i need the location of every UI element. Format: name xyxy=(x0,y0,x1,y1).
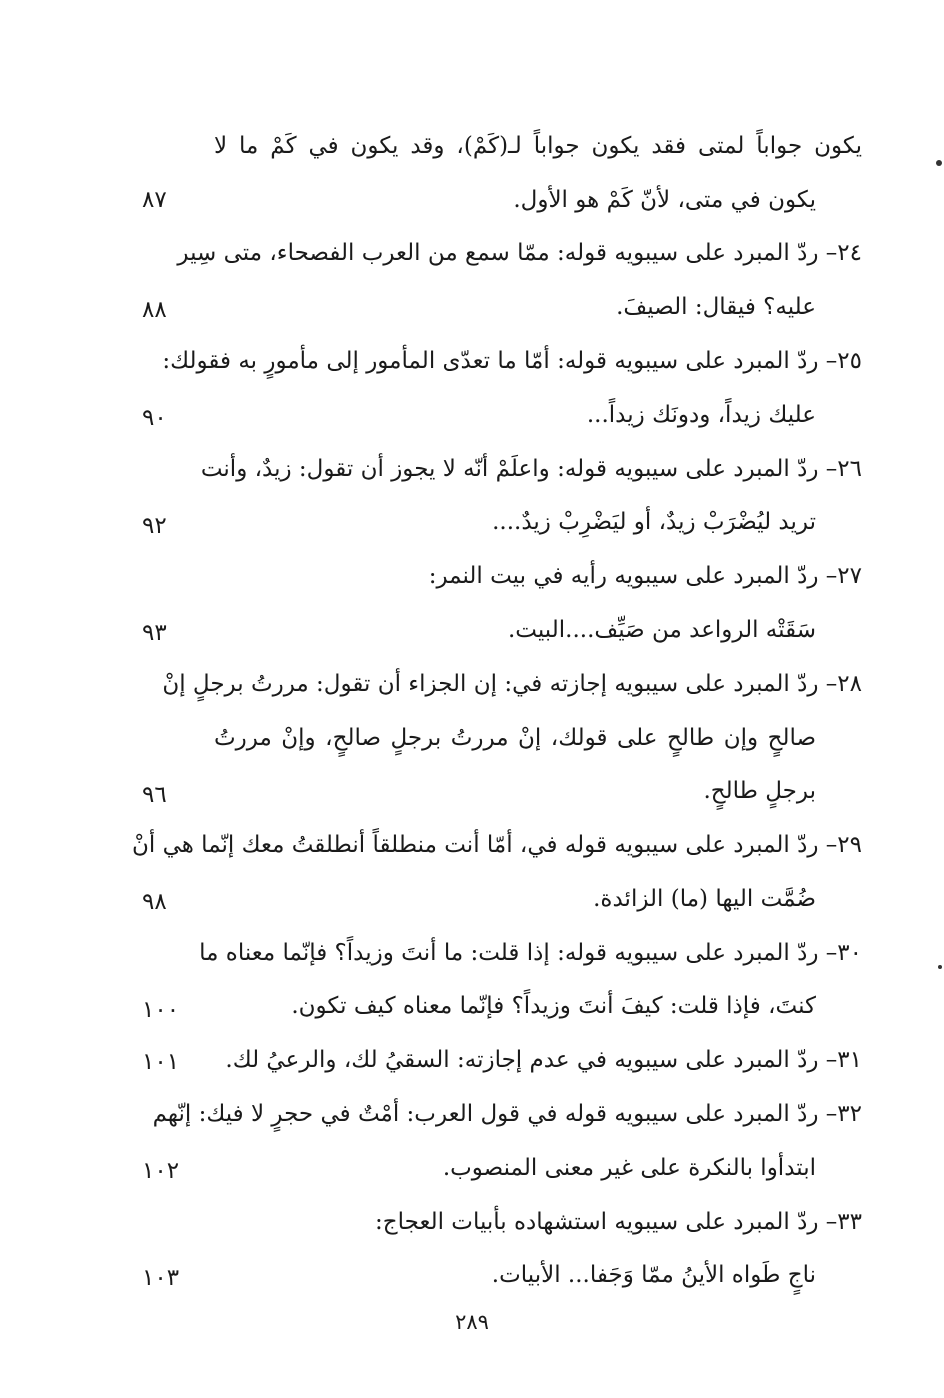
page-reference: ٩٢ xyxy=(142,513,167,539)
text-line: تريد ليُضْرَبْ زيدٌ، أو ليَضْرِبْ زيدٌ.... xyxy=(492,509,816,535)
page-reference: ٩٦ xyxy=(142,782,167,808)
scan-mark xyxy=(938,965,942,969)
text-line: كنتَ، فإذا قلت: كيفَ أنتَ وزيداً؟ فإنّما معناه كيف تكون. xyxy=(291,993,816,1019)
text-line: عليك زيداً، ودونَك زيداً... xyxy=(586,402,816,428)
text-line: ٣٢– ردّ المبرد على سيبويه قوله في قول العرب: أمْتٌ في حجرٍ لا فيك: إنّهم xyxy=(152,1101,862,1127)
page-reference: ١٠٢ xyxy=(142,1158,180,1184)
text-line: ٢٩– ردّ المبرد على سيبويه قوله في، أمّا أنت منطلقاً أنطلقتُ معك إنّما هي أنْ xyxy=(131,832,862,858)
text-line: يكون جواباً لمتى فقد يكون جواباً لـ(كَمْ)، وقد يكون في كَمْ ما لا xyxy=(214,133,862,159)
text-line: ٢٥– ردّ المبرد على سيبويه قوله: أمّا ما تعدّى المأمور إلى مأمورٍ به فقولك: xyxy=(162,348,862,374)
text-line: ضُمَّت اليها (ما) الزائدة. xyxy=(593,886,816,912)
text-line: ٣٠– ردّ المبرد على سيبويه قوله: إذا قلت: ما أنتَ وزيداً؟ فإنّما معناه ما xyxy=(199,940,862,966)
text-line: صالحٍ وإن طالحٍ على قولك، إنْ مررتُ برجلٍ صالحٍ، وإنْ مررتُ xyxy=(214,725,816,751)
page-reference: ١٠٠ xyxy=(142,997,180,1023)
text-line: ٣٣– ردّ المبرد على سيبويه استشهاده بأبيات العجاج: xyxy=(375,1209,862,1235)
text-line: يكون في متى، لأنّ كَمْ هو الأول. xyxy=(513,187,816,213)
page-reference: ١٠٣ xyxy=(142,1265,180,1291)
text-line: سَقَتْه الرواعد من صَيِّف....البيت. xyxy=(507,617,816,643)
page-reference: ١٠١ xyxy=(142,1049,180,1075)
text-line: ٢٨– ردّ المبرد على سيبويه إجازته في: إن الجزاء أن تقول: مررتُ برجلٍ إنْ xyxy=(162,671,862,697)
page-number: ٢٨٩ xyxy=(455,1310,489,1334)
text-line: ٣١– ردّ المبرد على سيبويه في عدم إجازته: السقيُ لك، والرعيُ لك. xyxy=(225,1047,862,1073)
page-reference: ٩٣ xyxy=(142,620,167,646)
text-line: برجلٍ طالحٍ. xyxy=(703,778,816,804)
scan-mark xyxy=(936,160,942,166)
text-line: ٢٧– ردّ المبرد على سيبويه رأيه في بيت النمر: xyxy=(428,563,862,589)
text-line: ابتدأوا بالنكرة على غير معنى المنصوب. xyxy=(442,1155,816,1181)
page-reference: ٩٠ xyxy=(142,405,167,431)
page-reference: ٩٨ xyxy=(142,889,167,915)
text-line: عليه؟ فيقال: الصيفَ. xyxy=(616,294,816,320)
text-line: ناجٍ طَواه الأينُ ممّا وَجَفا... الأبيات. xyxy=(491,1262,816,1288)
text-line: ٢٤– ردّ المبرد على سيبويه قوله: ممّا سمع من العرب الفصحاء، متى سِير xyxy=(177,240,862,266)
text-line: ٢٦– ردّ المبرد على سيبويه قوله: واعلَمْ أنّه لا يجوز أن تقول: زيدٌ، وأنت xyxy=(200,456,862,482)
page-reference: ٨٨ xyxy=(142,297,167,323)
page-reference: ٨٧ xyxy=(142,187,167,213)
